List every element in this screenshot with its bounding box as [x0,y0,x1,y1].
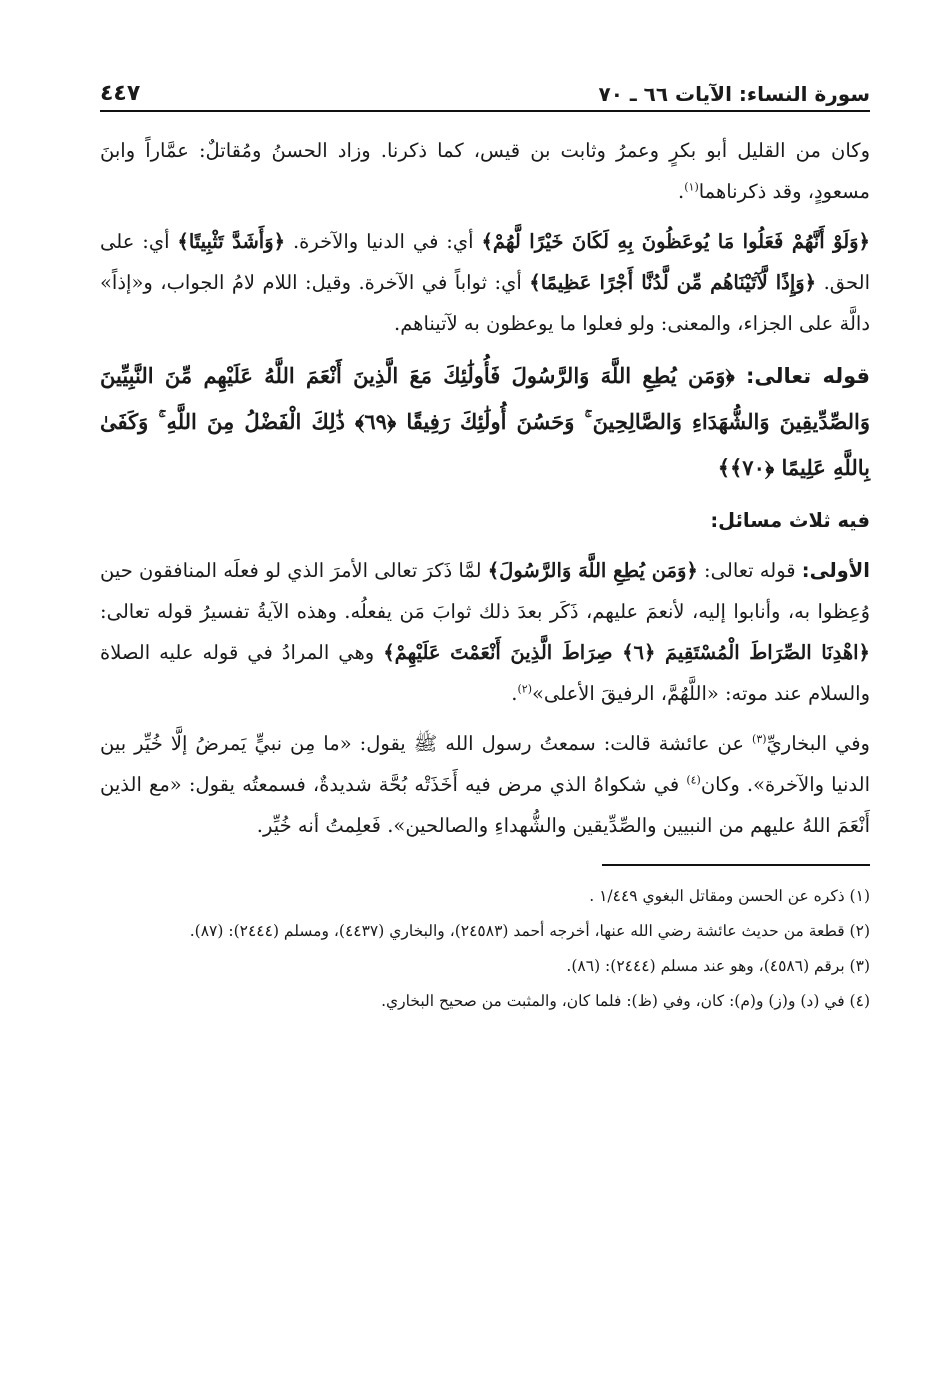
paragraph-text: وهي المرادُ في قوله عليه الصلاة والسلام عند موته: «اللَّهُمَّ، الرفيقَ الأعلى» [100,641,870,705]
page-header [100,66,870,112]
quran-verse: ﴿وَإِذًا لَّآتَيْنَاهُم مِّن لَّدُنَّا أَجْرًا عَظِيمًا﴾ [529,271,817,294]
paragraph [100,130,870,212]
quran-verse: ﴿وَلَوْ أَنَّهُمْ فَعَلُوا مَا يُوعَظُونَ بِهِ لَكَانَ خَيْرًا لَّهُمْ﴾ [481,230,870,253]
paragraph-text: في شكواهُ الذي مرض فيه أَخَذَتْه بُحَّة شديدةٌ، فسمعتُه يقول: «مع الذين أَنْعَمَ اللهُ عليهم من النبيين والصِّدِّيقين والشُّهداءِ والصالحين». فَعلِمتُ أنه خُيِّر. [100,773,870,837]
main-text [100,130,870,846]
paragraph-text: أي: في الدنيا والآخرة. [285,230,482,253]
verse-intro: قوله تعالى: [734,364,870,388]
issue-label: الأولى: [801,559,870,582]
footnote-ref: (٣) [752,732,767,746]
footnote: (١) ذكره عن الحسن ومقاتل البغوي ١/٤٤٩ . [589,887,870,905]
section-heading: فيه ثلاث مسائل: [710,509,870,532]
verse-paragraph [100,353,870,491]
quran-verse: ﴿وَمَن يُطِعِ اللَّهَ وَالرَّسُولَ فَأُولَٰئِكَ مَعَ الَّذِينَ أَنْعَمَ اللَّهُ عَلَيْهِم مِّنَ النَّبِيِّينَ وَالصِّدِّيقِينَ وَالشُّهَدَاءِ وَالصَّالِحِينَ ۚ وَحَسُنَ أُولَٰئِكَ رَفِيقًا ﴿٦٩﴾ ذَٰلِكَ الْفَضْلُ مِنَ اللَّهِ ۚ وَكَفَىٰ بِاللَّهِ عَلِيمًا ﴿٧٠﴾﴾ [100,363,870,480]
book-page [100,66,870,1356]
quran-verse: ﴿اهْدِنَا الصِّرَاطَ الْمُسْتَقِيمَ ﴿٦﴾ صِرَاطَ الَّذِينَ أَنْعَمْتَ عَلَيْهِمْ﴾ [383,641,870,664]
running-title: سورة النساء: الآيات ٦٦ ـ ٧٠ [598,82,870,106]
punctuation: . [678,180,685,203]
footnote-ref: (٤) [686,773,701,787]
paragraph-text: لمَّا ذَكرَ تعالى الأمرَ الذي لو فعلَه المنافقون حين وُعِظوا به، وأنابوا إليه، لأنعمَ عليهم، ذَكَر بعدَ ذلك ثوابَ مَن يفعلُه. وهذه الآيةُ تفسيرُ قوله تعالى: [100,559,870,623]
quran-verse: ﴿وَمَن يُطِعِ اللَّهَ وَالرَّسُولَ﴾ [487,559,698,582]
paragraph-text: عن عائشة قالت: سمعتُ رسول الله ﷺ يقول: «ما مِن نبيٍّ يَمرضُ إلَّا خُيِّر بين الدنيا والآخرة». وكان [100,732,870,796]
paragraph [100,723,870,846]
paragraph-text: وفي البخاريِّ [766,732,870,755]
footnote-divider [602,864,870,866]
paragraph-text: أي: على الحق. [100,230,871,294]
paragraph-text: وكان من القليل أبو بكرٍ وعمرُ وثابت بن قيس، كما ذكرنا. وزاد الحسنُ ومُقاتلٌ: عمَّاراً وابنَ مسعودٍ، وقد ذكرناهما [100,139,870,203]
paragraph-text: أي: ثواباً في الآخرة. وقيل: اللام لامُ الجواب، و«إذاً» دالَّة على الجزاء، والمعنى: ولو فعلوا ما يوعظون به لآتيناهم. [100,271,870,335]
quran-verse: ﴿وَأَشَدَّ تَثْبِيتًا﴾ [177,230,286,253]
paragraph [100,550,870,714]
footnote: (٢) قطعة من حديث عائشة رضي الله عنها، أخرجه أحمد (٢٤٥٨٣)، والبخاري (٤٤٣٧)، ومسلم (٢٤٤٤): (٨٧). [189,922,870,940]
footnote-ref: (٢) [517,682,532,696]
paragraph-text: قوله تعالى: [697,559,802,582]
footnotes [100,882,870,1016]
paragraph [100,221,870,344]
footnote-ref: (١) [684,180,699,194]
punctuation: . [511,682,518,705]
footnote: (٤) في (د) و(ز) و(م): كان، وفي (ظ): فلما كان، والمثبت من صحيح البخاري. [381,992,870,1010]
footnote: (٣) برقم (٤٥٨٦)، وهو عند مسلم (٢٤٤٤): (٨٦). [566,957,870,975]
page-number: ٤٤٧ [100,81,141,106]
